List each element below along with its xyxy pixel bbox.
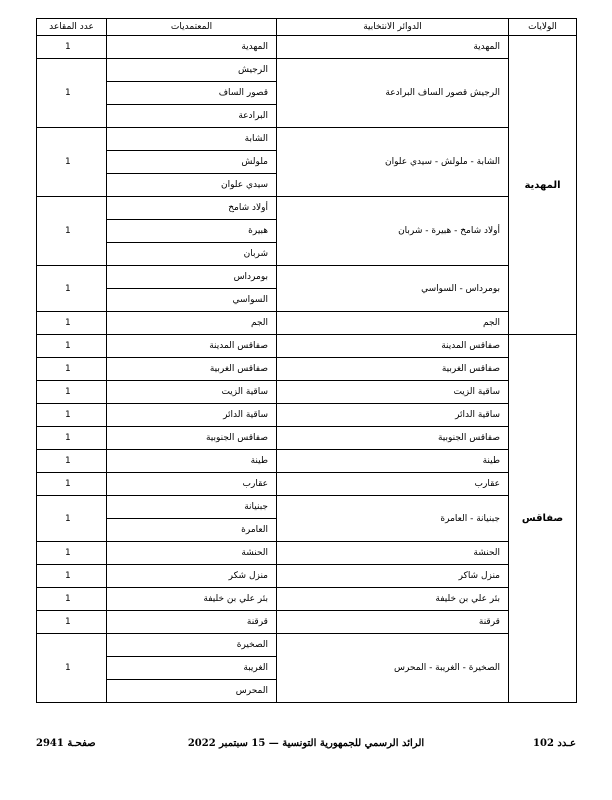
table-row (37, 634, 577, 703)
table-row (37, 611, 577, 634)
delegation-item: الصخيرة (107, 634, 276, 657)
table-row (37, 565, 577, 588)
delegation-item: بومرداس (107, 266, 276, 289)
delegations-cell: قرقنة (107, 611, 277, 634)
circumscription-cell: الجم (277, 312, 509, 335)
delegations-cell: المهدية (107, 36, 277, 59)
seats-cell: 1 (37, 358, 107, 381)
table-row (37, 312, 577, 335)
table-row (37, 266, 577, 312)
table-row (37, 473, 577, 496)
seats-cell: 1 (37, 450, 107, 473)
circumscription-cell: الشابة - ملولش - سيدي علوان (277, 128, 509, 197)
circumscription-cell: الرجيش قصور الساف البرادعة (277, 59, 509, 128)
delegation-item: البرادعة (238, 111, 268, 121)
table-row (37, 36, 577, 59)
circumscription-cell: طينة (277, 450, 509, 473)
delegations-cell: بئر علي بن خليفة (107, 588, 277, 611)
delegations-cell: الجم (107, 312, 277, 335)
circumscription-cell: ساقية الزيت (277, 381, 509, 404)
header-seats: عدد المقاعد (37, 19, 107, 36)
delegation-item: أولاد شامخ (107, 197, 276, 220)
delegation-item: جبنيانة (107, 496, 276, 519)
circumscription-cell: بومرداس - السواسي (277, 266, 509, 312)
seats-cell: 1 (37, 312, 107, 335)
seats-cell: 1 (37, 335, 107, 358)
seats-cell: 1 (37, 128, 107, 197)
table-row (37, 59, 577, 128)
seats-cell: 1 (37, 404, 107, 427)
table-row (37, 496, 577, 542)
circumscription-cell: عقارب (277, 473, 509, 496)
footer-issue-number: عـدد 102 (533, 738, 576, 749)
delegations-cell (107, 266, 277, 312)
table-row (37, 128, 577, 197)
delegations-cell: طينة (107, 450, 277, 473)
seats-cell: 1 (37, 611, 107, 634)
circumscription-cell: أولاد شامخ - هبيرة - شربان (277, 197, 509, 266)
delegations-cell: صفاقس الجنوبية (107, 427, 277, 450)
delegation-item: سيدي علوان (221, 180, 268, 190)
circumscription-cell: بئر علي بن خليفة (277, 588, 509, 611)
circumscription-cell: الحنشة (277, 542, 509, 565)
delegation-item: ملولش (107, 151, 276, 174)
seats-cell: 1 (37, 427, 107, 450)
wilaya-name: صفاقس (509, 335, 577, 703)
seats-cell: 1 (37, 473, 107, 496)
table-row (37, 588, 577, 611)
delegations-cell: الحنشة (107, 542, 277, 565)
table-row (37, 381, 577, 404)
delegations-cell: ساقية الزيت (107, 381, 277, 404)
seats-cell: 1 (37, 36, 107, 59)
seats-cell: 1 (37, 496, 107, 542)
delegation-item: الشابة (107, 128, 276, 151)
delegations-cell: صفاقس الغربية (107, 358, 277, 381)
table-row (37, 335, 577, 358)
delegations-cell (107, 128, 277, 197)
circumscription-cell: منزل شاكر (277, 565, 509, 588)
delegation-item: السواسي (232, 295, 268, 305)
constituencies-table (36, 18, 577, 703)
circumscription-cell: جبنيانة - العامرة (277, 496, 509, 542)
delegation-item: هبيرة (107, 220, 276, 243)
footer-page-number: صفحـة 2941 (36, 738, 96, 749)
wilaya-name: المهدية (509, 36, 577, 335)
seats-cell: 1 (37, 588, 107, 611)
delegations-cell: ساقية الدائر (107, 404, 277, 427)
circumscription-cell: صفاقس المدينة (277, 335, 509, 358)
delegation-item: الرجيش (107, 59, 276, 82)
header-delegations: المعتمديات (107, 19, 277, 36)
delegation-item: الغريبة (107, 657, 276, 680)
seats-cell: 1 (37, 634, 107, 703)
footer-journal-title: الرائد الرسمي للجمهورية التونسية — 15 سبتمبر 2022 (187, 738, 425, 749)
delegation-item: قصور الساف (107, 82, 276, 105)
table-header-row (37, 19, 577, 36)
header-wilaya: الولايات (509, 19, 577, 36)
delegations-cell (107, 634, 277, 703)
table-body (37, 36, 577, 703)
table-row (37, 542, 577, 565)
table-row (37, 358, 577, 381)
circumscription-cell: صفاقس الجنوبية (277, 427, 509, 450)
delegation-item: العامرة (241, 525, 268, 535)
delegations-cell: صفاقس المدينة (107, 335, 277, 358)
circumscription-cell: الصخيرة - الغريبة - المحرس (277, 634, 509, 703)
delegations-cell: عقارب (107, 473, 277, 496)
delegations-cell (107, 197, 277, 266)
seats-cell: 1 (37, 381, 107, 404)
table-row (37, 450, 577, 473)
delegations-cell: منزل شكر (107, 565, 277, 588)
seats-cell: 1 (37, 59, 107, 128)
seats-cell: 1 (37, 542, 107, 565)
seats-cell: 1 (37, 197, 107, 266)
seats-cell: 1 (37, 266, 107, 312)
table-row (37, 427, 577, 450)
delegations-cell (107, 59, 277, 128)
delegations-cell (107, 496, 277, 542)
seats-cell: 1 (37, 565, 107, 588)
circumscription-cell: ساقية الدائر (277, 404, 509, 427)
page-footer (36, 738, 576, 754)
delegation-item: المحرس (235, 686, 268, 696)
header-circumscriptions: الدوائر الانتخابية (277, 19, 509, 36)
delegation-item: شربان (243, 249, 268, 259)
table-row (37, 197, 577, 266)
table-row (37, 404, 577, 427)
circumscription-cell: صفاقس الغربية (277, 358, 509, 381)
circumscription-cell: المهدية (277, 36, 509, 59)
circumscription-cell: قرقنة (277, 611, 509, 634)
